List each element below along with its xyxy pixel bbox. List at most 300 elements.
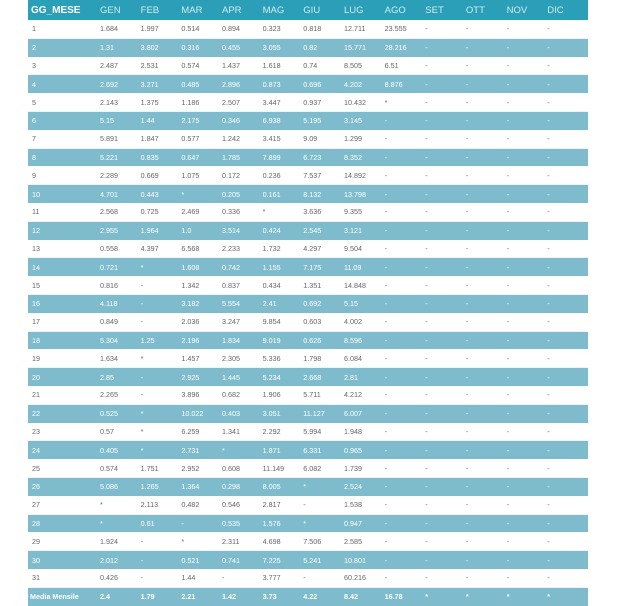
table-row: [28, 185, 588, 203]
value-cell: 0.346: [222, 111, 263, 129]
value-cell: -: [547, 477, 588, 495]
value-cell: 0.546: [222, 496, 263, 514]
table-row: [28, 331, 588, 349]
value-cell: 1.186: [181, 93, 222, 111]
column-header-month: AGO: [385, 0, 426, 20]
value-cell: 2.012: [100, 551, 141, 569]
value-cell: -: [466, 38, 507, 56]
value-cell: 8.132: [303, 185, 344, 203]
table-row: [28, 148, 588, 166]
value-cell: 2.292: [263, 423, 304, 441]
value-cell: 1.948: [344, 423, 385, 441]
value-cell: *: [141, 349, 182, 367]
value-cell: -: [385, 240, 426, 258]
value-cell: *: [141, 404, 182, 422]
value-cell: 3.636: [303, 203, 344, 221]
value-cell: -: [507, 331, 548, 349]
value-cell: 3.415: [263, 130, 304, 148]
value-cell: 2.41: [263, 294, 304, 312]
value-cell: 1.351: [303, 276, 344, 294]
value-cell: 0.455: [222, 38, 263, 56]
day-cell: 7: [28, 130, 100, 148]
value-cell: 1.684: [100, 20, 141, 38]
value-cell: 3.121: [344, 221, 385, 239]
value-cell: -: [507, 551, 548, 569]
table-row: [28, 111, 588, 129]
value-cell: 0.696: [303, 75, 344, 93]
monthly-average-cell: *: [547, 587, 588, 605]
value-cell: -: [385, 386, 426, 404]
value-cell: 0.574: [100, 459, 141, 477]
value-cell: 9.504: [344, 240, 385, 258]
value-cell: 8.876: [385, 75, 426, 93]
value-cell: 0.626: [303, 331, 344, 349]
value-cell: -: [547, 441, 588, 459]
value-cell: -: [425, 38, 466, 56]
value-cell: -: [385, 532, 426, 550]
day-cell: 26: [28, 477, 100, 495]
value-cell: 1.997: [141, 20, 182, 38]
value-cell: *: [181, 532, 222, 550]
value-cell: 0.692: [303, 294, 344, 312]
value-cell: 3.514: [222, 221, 263, 239]
value-cell: 1.634: [100, 349, 141, 367]
value-cell: 1.924: [100, 532, 141, 550]
value-cell: 0.669: [141, 166, 182, 184]
value-cell: -: [547, 258, 588, 276]
value-cell: 5.15: [100, 111, 141, 129]
day-cell: 2: [28, 38, 100, 56]
monthly-average-cell: *: [466, 587, 507, 605]
value-cell: -: [507, 203, 548, 221]
value-cell: -: [385, 294, 426, 312]
value-cell: 2.305: [222, 349, 263, 367]
value-cell: 0.535: [222, 514, 263, 532]
value-cell: -: [547, 111, 588, 129]
value-cell: -: [507, 38, 548, 56]
day-cell: 3: [28, 57, 100, 75]
value-cell: 2.036: [181, 313, 222, 331]
value-cell: -: [547, 166, 588, 184]
table-row: [28, 221, 588, 239]
value-cell: -: [547, 93, 588, 111]
value-cell: -: [507, 130, 548, 148]
value-cell: 5.336: [263, 349, 304, 367]
value-cell: 3.447: [263, 93, 304, 111]
value-cell: -: [466, 185, 507, 203]
value-cell: -: [425, 551, 466, 569]
value-cell: 0.82: [303, 38, 344, 56]
value-cell: 0.818: [303, 20, 344, 38]
table-row: [28, 349, 588, 367]
value-cell: -: [425, 221, 466, 239]
value-cell: -: [507, 221, 548, 239]
value-cell: -: [466, 57, 507, 75]
monthly-average-cell: 1.79: [141, 587, 182, 605]
value-cell: 5.554: [222, 294, 263, 312]
value-cell: 2.545: [303, 221, 344, 239]
table-row: [28, 276, 588, 294]
value-cell: -: [547, 294, 588, 312]
value-cell: -: [466, 477, 507, 495]
day-cell: 29: [28, 532, 100, 550]
value-cell: -: [507, 514, 548, 532]
table-row: [28, 532, 588, 550]
value-cell: -: [547, 276, 588, 294]
value-cell: 2.692: [100, 75, 141, 93]
value-cell: 5.195: [303, 111, 344, 129]
day-cell: 6: [28, 111, 100, 129]
monthly-average-cell: 8.42: [344, 587, 385, 605]
value-cell: -: [385, 423, 426, 441]
value-cell: 6.331: [303, 441, 344, 459]
value-cell: 0.608: [222, 459, 263, 477]
table-row: [28, 57, 588, 75]
day-cell: 23: [28, 423, 100, 441]
value-cell: 4.212: [344, 386, 385, 404]
value-cell: *: [303, 514, 344, 532]
value-cell: 0.741: [222, 551, 263, 569]
table-row: [28, 93, 588, 111]
value-cell: 1.44: [141, 111, 182, 129]
column-header-month: MAR: [181, 0, 222, 20]
day-cell: 24: [28, 441, 100, 459]
monthly-table-container: [28, 0, 588, 606]
monthly-average-cell: 2.21: [181, 587, 222, 605]
value-cell: 0.647: [181, 148, 222, 166]
day-cell: 14: [28, 258, 100, 276]
value-cell: -: [507, 148, 548, 166]
value-cell: 2.143: [100, 93, 141, 111]
value-cell: -: [466, 130, 507, 148]
value-cell: 2.289: [100, 166, 141, 184]
day-cell: 8: [28, 148, 100, 166]
table-row: [28, 294, 588, 312]
monthly-data-table: [28, 0, 588, 606]
value-cell: 15.771: [344, 38, 385, 56]
value-cell: -: [507, 93, 548, 111]
value-cell: -: [425, 459, 466, 477]
value-cell: -: [507, 477, 548, 495]
value-cell: 1.798: [303, 349, 344, 367]
value-cell: 0.61: [141, 514, 182, 532]
value-cell: 9.019: [263, 331, 304, 349]
value-cell: 0.725: [141, 203, 182, 221]
table-row: [28, 459, 588, 477]
column-header-month: GEN: [100, 0, 141, 20]
table-row: [28, 166, 588, 184]
value-cell: -: [181, 514, 222, 532]
table-row: [28, 569, 588, 587]
value-cell: *: [303, 477, 344, 495]
value-cell: -: [466, 313, 507, 331]
value-cell: -: [466, 75, 507, 93]
value-cell: 1.834: [222, 331, 263, 349]
value-cell: -: [385, 111, 426, 129]
value-cell: -: [385, 130, 426, 148]
value-cell: 0.682: [222, 386, 263, 404]
value-cell: -: [547, 130, 588, 148]
value-cell: 1.375: [141, 93, 182, 111]
day-cell: 9: [28, 166, 100, 184]
day-cell: 25: [28, 459, 100, 477]
table-row: [28, 240, 588, 258]
value-cell: -: [385, 221, 426, 239]
value-cell: -: [466, 532, 507, 550]
value-cell: -: [466, 221, 507, 239]
value-cell: 0.937: [303, 93, 344, 111]
value-cell: 4.698: [263, 532, 304, 550]
value-cell: 0.74: [303, 57, 344, 75]
value-cell: 1.31: [100, 38, 141, 56]
day-cell: 1: [28, 20, 100, 38]
table-row: [28, 496, 588, 514]
value-cell: 0.816: [100, 276, 141, 294]
value-cell: 4.118: [100, 294, 141, 312]
value-cell: 5.304: [100, 331, 141, 349]
value-cell: 14.848: [344, 276, 385, 294]
value-cell: -: [385, 477, 426, 495]
value-cell: 3.051: [263, 404, 304, 422]
table-row: [28, 551, 588, 569]
value-cell: *: [141, 423, 182, 441]
value-cell: -: [385, 514, 426, 532]
day-cell: 16: [28, 294, 100, 312]
value-cell: -: [466, 93, 507, 111]
value-cell: 5.086: [100, 477, 141, 495]
value-cell: 2.265: [100, 386, 141, 404]
value-cell: -: [507, 368, 548, 386]
value-cell: 12.711: [344, 20, 385, 38]
value-cell: 1.445: [222, 368, 263, 386]
value-cell: -: [507, 459, 548, 477]
value-cell: 3.145: [344, 111, 385, 129]
value-cell: 0.485: [181, 75, 222, 93]
value-cell: 2.952: [181, 459, 222, 477]
value-cell: 2.524: [344, 477, 385, 495]
value-cell: 3.247: [222, 313, 263, 331]
value-cell: -: [507, 532, 548, 550]
value-cell: 1.538: [344, 496, 385, 514]
value-cell: 7.506: [303, 532, 344, 550]
value-cell: -: [466, 148, 507, 166]
table-row: [28, 404, 588, 422]
value-cell: 0.577: [181, 130, 222, 148]
value-cell: -: [385, 349, 426, 367]
value-cell: 1.785: [222, 148, 263, 166]
day-cell: 31: [28, 569, 100, 587]
value-cell: -: [507, 276, 548, 294]
value-cell: -: [466, 551, 507, 569]
value-cell: -: [507, 240, 548, 258]
value-cell: 11.149: [263, 459, 304, 477]
value-cell: -: [547, 331, 588, 349]
column-header-month: NOV: [507, 0, 548, 20]
value-cell: 0.336: [222, 203, 263, 221]
value-cell: -: [385, 331, 426, 349]
value-cell: 2.196: [181, 331, 222, 349]
value-cell: 10.432: [344, 93, 385, 111]
value-cell: -: [141, 532, 182, 550]
value-cell: 2.817: [263, 496, 304, 514]
value-cell: -: [425, 368, 466, 386]
value-cell: 1.457: [181, 349, 222, 367]
value-cell: -: [425, 148, 466, 166]
value-cell: 0.298: [222, 477, 263, 495]
table-row: [28, 130, 588, 148]
value-cell: 0.835: [141, 148, 182, 166]
value-cell: -: [547, 221, 588, 239]
value-cell: -: [385, 313, 426, 331]
value-cell: 10.022: [181, 404, 222, 422]
value-cell: 1.44: [181, 569, 222, 587]
value-cell: -: [466, 111, 507, 129]
table-header-row: [28, 0, 588, 20]
value-cell: -: [466, 386, 507, 404]
value-cell: -: [547, 569, 588, 587]
value-cell: 0.405: [100, 441, 141, 459]
value-cell: -: [425, 166, 466, 184]
day-cell: 19: [28, 349, 100, 367]
value-cell: *: [385, 93, 426, 111]
value-cell: 2.85: [100, 368, 141, 386]
value-cell: 0.323: [263, 20, 304, 38]
table-row: [28, 514, 588, 532]
value-cell: -: [425, 93, 466, 111]
value-cell: -: [425, 404, 466, 422]
value-cell: -: [385, 185, 426, 203]
value-cell: 2.896: [222, 75, 263, 93]
value-cell: -: [425, 423, 466, 441]
value-cell: -: [547, 514, 588, 532]
value-cell: -: [547, 423, 588, 441]
value-cell: 11.127: [303, 404, 344, 422]
day-cell: 12: [28, 221, 100, 239]
value-cell: 14.892: [344, 166, 385, 184]
value-cell: 6.568: [181, 240, 222, 258]
value-cell: 5.711: [303, 386, 344, 404]
monthly-average-cell: 4.22: [303, 587, 344, 605]
value-cell: -: [547, 386, 588, 404]
value-cell: -: [547, 20, 588, 38]
value-cell: -: [385, 166, 426, 184]
value-cell: -: [466, 166, 507, 184]
value-cell: 6.084: [344, 349, 385, 367]
value-cell: -: [385, 496, 426, 514]
value-cell: -: [547, 203, 588, 221]
table-row: [28, 313, 588, 331]
value-cell: 1.739: [344, 459, 385, 477]
value-cell: -: [466, 569, 507, 587]
table-row: [28, 477, 588, 495]
value-cell: -: [466, 276, 507, 294]
value-cell: 5.241: [303, 551, 344, 569]
value-cell: 6.259: [181, 423, 222, 441]
day-cell: 20: [28, 368, 100, 386]
table-row: [28, 386, 588, 404]
value-cell: 0.161: [263, 185, 304, 203]
value-cell: 7.175: [303, 258, 344, 276]
table-body: [28, 20, 588, 587]
value-cell: -: [507, 185, 548, 203]
value-cell: -: [507, 166, 548, 184]
value-cell: 0.443: [141, 185, 182, 203]
day-cell: 11: [28, 203, 100, 221]
value-cell: 8.505: [344, 57, 385, 75]
value-cell: -: [425, 130, 466, 148]
value-cell: 0.742: [222, 258, 263, 276]
value-cell: *: [100, 496, 141, 514]
value-cell: 3.802: [141, 38, 182, 56]
value-cell: 1.341: [222, 423, 263, 441]
value-cell: -: [507, 496, 548, 514]
value-cell: *: [100, 514, 141, 532]
value-cell: -: [466, 349, 507, 367]
value-cell: 4.397: [141, 240, 182, 258]
value-cell: 11.09: [344, 258, 385, 276]
value-cell: 5.994: [303, 423, 344, 441]
value-cell: 2.925: [181, 368, 222, 386]
value-cell: 0.894: [222, 20, 263, 38]
value-cell: 1.871: [263, 441, 304, 459]
value-cell: -: [425, 569, 466, 587]
footer-label: Media Mensile: [28, 587, 100, 605]
value-cell: 0.424: [263, 221, 304, 239]
value-cell: *: [263, 203, 304, 221]
value-cell: 28.216: [385, 38, 426, 56]
value-cell: 1.155: [263, 258, 304, 276]
value-cell: -: [425, 532, 466, 550]
value-cell: 2.81: [344, 368, 385, 386]
value-cell: -: [385, 203, 426, 221]
value-cell: -: [385, 368, 426, 386]
monthly-average-cell: *: [507, 587, 548, 605]
day-cell: 15: [28, 276, 100, 294]
value-cell: 13.798: [344, 185, 385, 203]
value-cell: 2.731: [181, 441, 222, 459]
value-cell: -: [507, 294, 548, 312]
value-cell: -: [507, 258, 548, 276]
value-cell: -: [141, 386, 182, 404]
value-cell: *: [141, 441, 182, 459]
value-cell: -: [425, 111, 466, 129]
value-cell: 2.311: [222, 532, 263, 550]
value-cell: -: [547, 240, 588, 258]
column-header-month: DIC: [547, 0, 588, 20]
table-row: [28, 441, 588, 459]
value-cell: 1.576: [263, 514, 304, 532]
day-cell: 17: [28, 313, 100, 331]
value-cell: -: [507, 404, 548, 422]
value-cell: 1.265: [141, 477, 182, 495]
value-cell: -: [425, 386, 466, 404]
day-cell: 4: [28, 75, 100, 93]
value-cell: -: [425, 496, 466, 514]
value-cell: 0.837: [222, 276, 263, 294]
value-cell: -: [507, 349, 548, 367]
value-cell: -: [466, 441, 507, 459]
day-cell: 28: [28, 514, 100, 532]
table-row: [28, 75, 588, 93]
value-cell: -: [425, 349, 466, 367]
value-cell: 2.568: [100, 203, 141, 221]
table-row: [28, 203, 588, 221]
value-cell: -: [507, 441, 548, 459]
value-cell: 3.777: [263, 569, 304, 587]
table-row: [28, 368, 588, 386]
value-cell: 2.585: [344, 532, 385, 550]
value-cell: 9.854: [263, 313, 304, 331]
